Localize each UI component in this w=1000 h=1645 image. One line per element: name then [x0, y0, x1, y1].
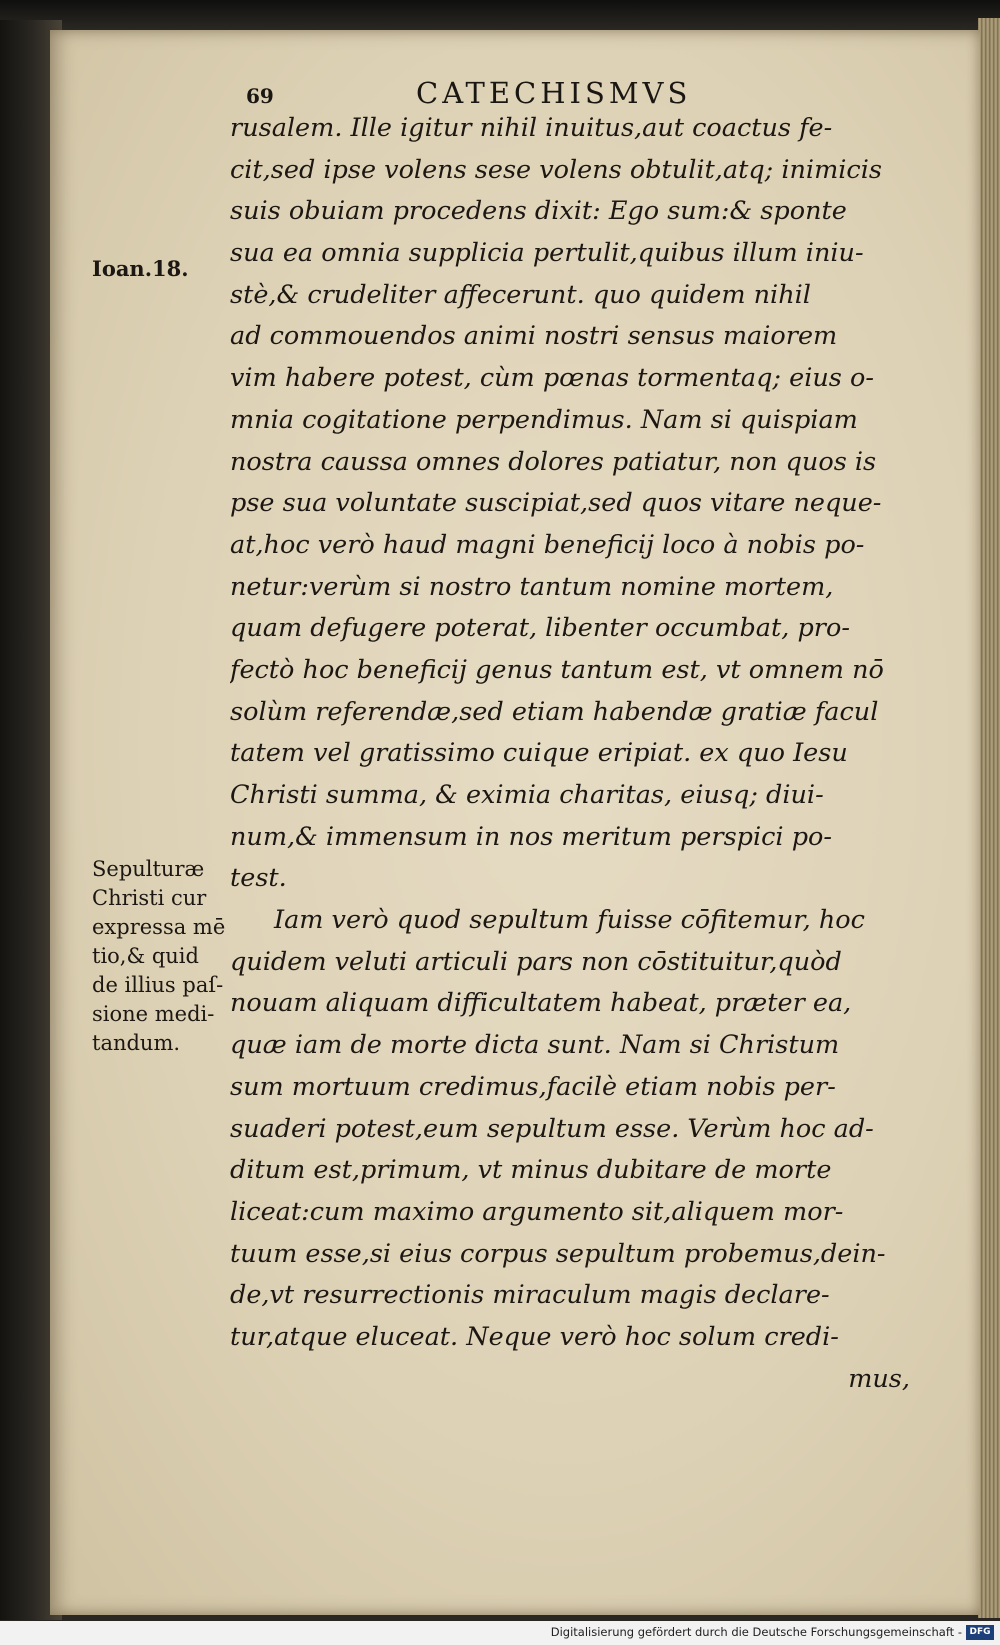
text-line: nouam aliquam difficultatem habeat, præter ea, [230, 988, 852, 1019]
text-line: solùm referendæ,sed etiam habendæ gratiæ facul [230, 696, 879, 727]
text-line: tuum esse,si eius corpus sepultum probemus,dein- [230, 1238, 886, 1269]
text-line: fectò hoc beneficij genus tantum est, vt omnem nō [230, 654, 884, 685]
text-line: rusalem. Ille igitur nihil inuitus,aut coactus fe- [230, 113, 833, 143]
catchword: mus, [848, 1363, 910, 1394]
text-line: tatem vel gratissimo cuique eripiat. ex quo Iesu [230, 738, 848, 769]
text-line: quam defugere poterat, libenter occumbat, pro- [230, 613, 850, 644]
text-line: sum mortuum credimus,facilè etiam nobis per- [230, 1071, 836, 1102]
text-line: suaderi potest,eum sepultum esse. Verùm hoc ad- [230, 1113, 874, 1144]
text-line: num,& immensum in nos meritum perspici po- [230, 821, 832, 852]
scanner-background [0, 0, 1000, 30]
margin-note-line: expressa mē [92, 915, 226, 939]
text-line: ditum est,primum, vt minus dubitare de morte [230, 1155, 832, 1186]
text-line: tur,atque eluceat. Neque verò hoc solum credi- [230, 1321, 839, 1352]
text-line: at,hoc verò haud magni beneficij loco à nobis po- [230, 529, 865, 560]
text-line: test. [230, 863, 287, 894]
text-line: sua ea omnia supplicia pertulit,quibus illum iniu- [230, 238, 864, 269]
text-line: ad commouendos animi nostri sensus maiorem [230, 321, 838, 352]
margin-note-line: tandum. [92, 1031, 181, 1055]
text-line: pse sua voluntate suscipiat,sed quos vitare neque- [230, 488, 882, 519]
page-stack-edge [978, 18, 1000, 1618]
text-line: netur:verùm si nostro tantum nomine mortem, [230, 571, 834, 602]
margin-note-line: Christi cur [92, 886, 207, 910]
funding-notice: Digitalisierung gefördert durch die Deutsche Forschungsgemeinschaft - [550, 1625, 962, 1639]
text-line: mnia cogitatione perpendimus. Nam si quispiam [230, 404, 858, 435]
margin-note-line: Sepulturæ [92, 857, 205, 881]
text-line: nostra caussa omnes dolores patiatur, non quos is [230, 446, 877, 477]
running-title: CATECHISMVS [416, 76, 692, 110]
folio-number: 69 [246, 84, 274, 108]
text-line: quidem veluti articuli pars non cōstituitur,quòd [230, 946, 842, 977]
text-line: cit,sed ipse volens sese volens obtulit,atq; inimicis [230, 154, 882, 185]
text-line: Iam verò quod sepultum fuisse cōfitemur, hoc [274, 905, 865, 936]
text-line: vim habere potest, cùm pœnas tormentaq; eius o- [230, 363, 874, 394]
text-line: suis obuiam procedens dixit: Ego sum:& sponte [230, 196, 847, 227]
margin-note-line: de illius paſ- [92, 973, 224, 997]
dfg-logo-icon: DFG [966, 1625, 994, 1640]
text-line: quæ iam de morte dicta sunt. Nam si Christum [230, 1030, 840, 1061]
footer-bar [0, 1621, 1000, 1645]
text-line: stè,& crudeliter affecerunt. quo quidem nihil [230, 279, 811, 310]
margin-note-ioan: Ioan.18. [92, 256, 189, 281]
text-line: liceat:cum maximo argumento sit,aliquem mor- [230, 1196, 844, 1227]
text-line: de,vt resurrectionis miraculum magis declare- [230, 1280, 830, 1311]
margin-note-line: sione medi- [92, 1002, 215, 1026]
text-line: Christi summa, & eximia charitas, eiusq; diui- [230, 780, 824, 810]
body-text [230, 108, 920, 1400]
margin-note-line: tio,& quid [92, 944, 199, 968]
